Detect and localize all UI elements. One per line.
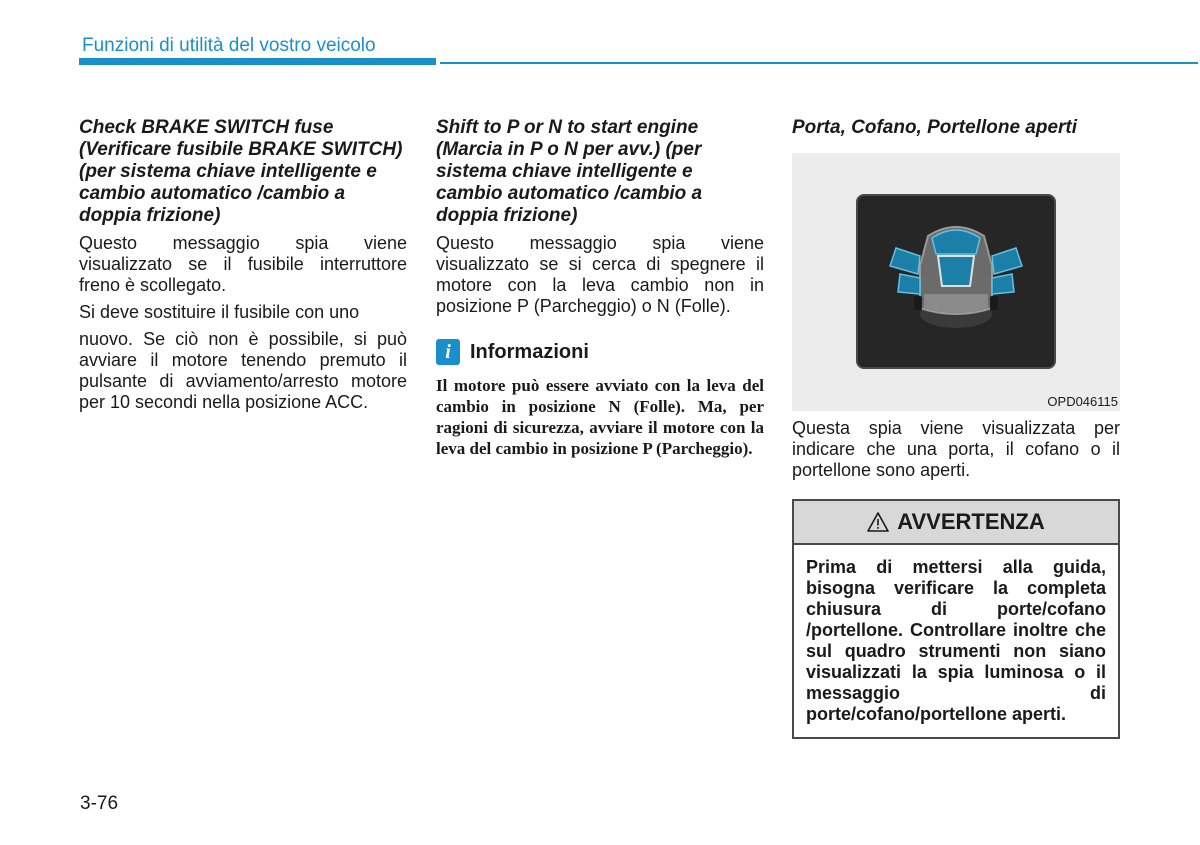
page-number: 3-76 — [80, 793, 119, 814]
warning-display-panel — [856, 194, 1056, 369]
doors-open-paragraph: Questa spia viene visualizzata per indicare che una porta, il cofano o il portellone sono aperti. — [792, 418, 1120, 480]
column-1 — [79, 117, 407, 419]
info-icon: i — [436, 339, 460, 365]
warning-title: AVVERTENZA — [897, 509, 1045, 534]
header-rule-thin — [440, 62, 1198, 64]
doors-open-heading: Porta, Cofano, Portellone aperti — [792, 117, 1078, 138]
column-3 — [792, 117, 1120, 739]
car-doors-open-icon — [858, 196, 1054, 367]
info-box-header — [436, 339, 764, 365]
brake-switch-paragraph-3: nuovo. Se ciò non è possibile, si può avviare il motore tenendo premuto il pulsante di avviamento/arresto motore per 10 secondi nella posizione ACC. — [79, 329, 407, 412]
info-text: Il motore può essere avviato con la leva del cambio in posizione N (Folle). Ma, per ragioni di sicurezza, avviare il motore con la leva del cambio in posizione P (Parcheggio). — [436, 376, 764, 458]
doors-open-figure — [792, 153, 1120, 411]
warning-triangle-icon — [867, 512, 889, 532]
shift-p-n-heading: Shift to P or N to start engine (Marcia in P o N per avv.) (per sistema chiave intelligente e cambio automatico /cambio a doppia frizione) — [436, 117, 703, 226]
shift-p-n-paragraph: Questo messaggio spia viene visualizzato se si cerca di spegnere il motore con la leva cambio non in posizione P (Parcheggio) o N (Folle). — [436, 233, 764, 316]
warning-box — [792, 499, 1120, 739]
brake-switch-heading: Check BRAKE SWITCH fuse (Verificare fusibile BRAKE SWITCH) (per sistema chiave intelligente e cambio automatico /cambio a doppia frizione) — [79, 117, 403, 226]
info-title: Informazioni — [470, 340, 589, 363]
header-rule-thick — [79, 58, 436, 65]
column-2 — [436, 117, 764, 459]
brake-switch-paragraph-2: Si deve sostituire il fusibile con uno — [79, 302, 360, 322]
warning-text: Prima di mettersi alla guida, bisogna verificare la completa chiusura di porte/cofano /portellone. Controllare inoltre che sul quadro strumenti non siano visualizzati la spia luminosa o il messaggio di porte/cofano/portellone aperti. — [806, 557, 1106, 724]
page-header-title: Funzioni di utilità del vostro veicolo — [82, 35, 376, 56]
brake-switch-paragraph-1: Questo messaggio spia viene visualizzato se il fusibile interruttore freno è scollegato. — [79, 233, 407, 295]
warning-box-header — [794, 501, 1118, 545]
figure-code: OPD046115 — [1047, 394, 1118, 409]
